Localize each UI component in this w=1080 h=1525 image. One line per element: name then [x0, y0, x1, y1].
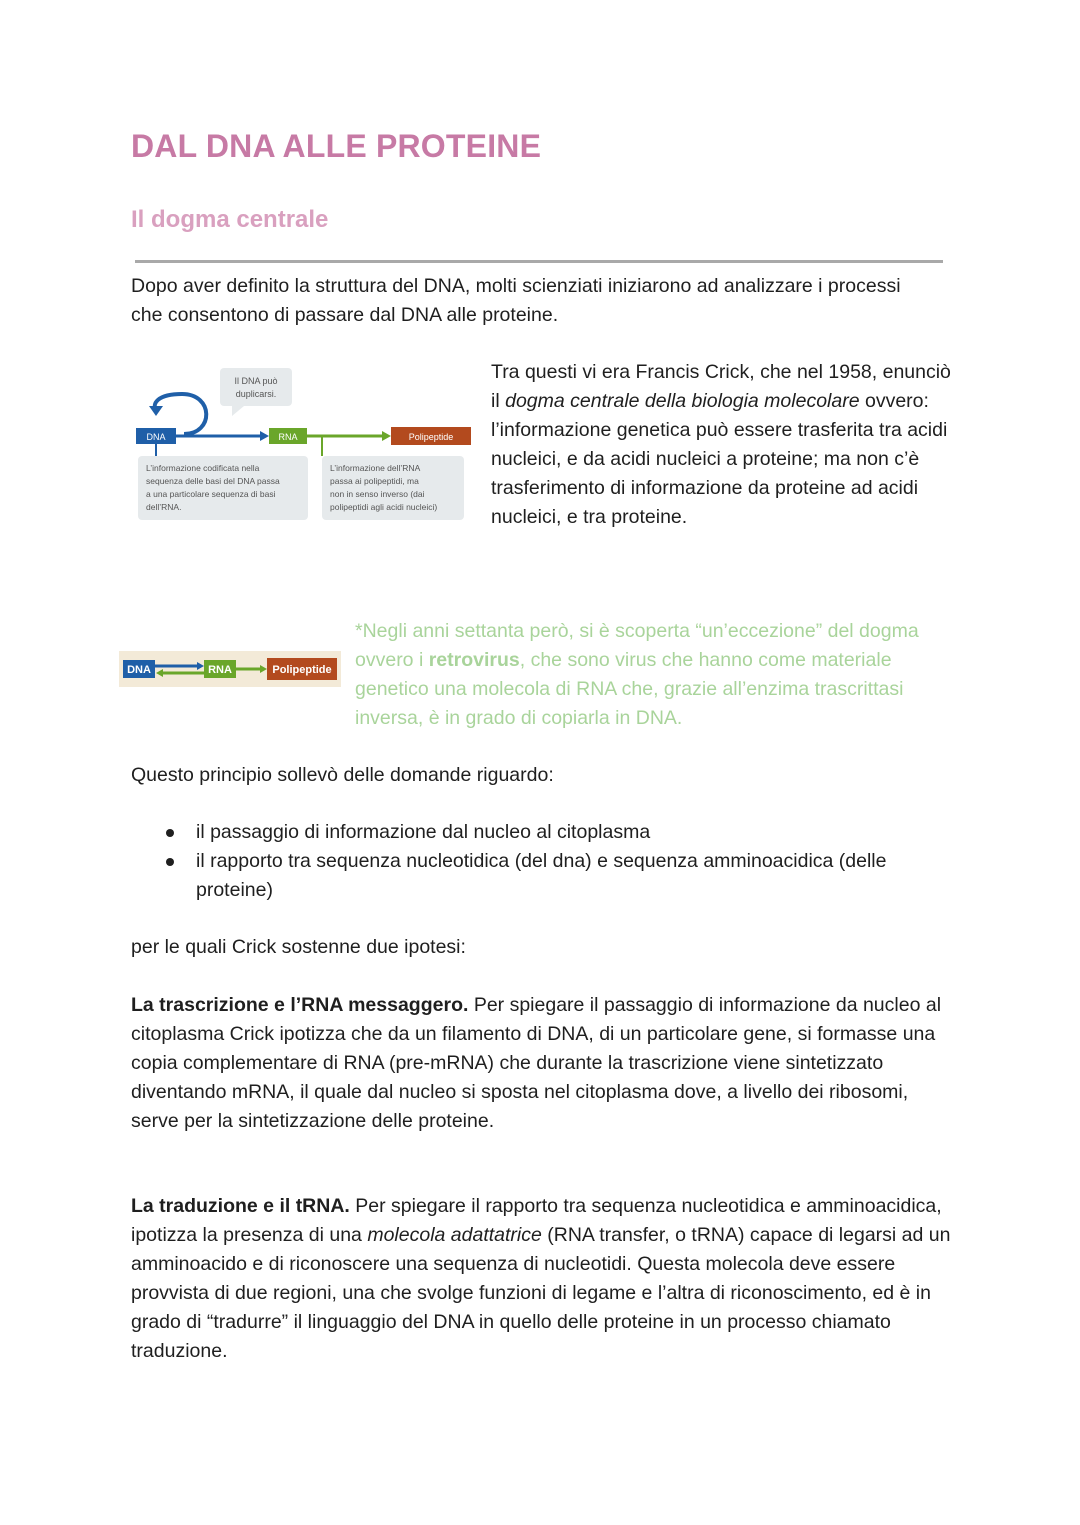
replication-bubble	[220, 368, 292, 416]
transcription-paragraph	[131, 991, 951, 1136]
note-text-2: , che sono virus che hanno come materiale genetico una molecola di RNA che, grazie all’enzima trascrittasi inversa, è in grado di copiarla in DNA.	[355, 649, 904, 729]
rna-label: RNA	[278, 432, 298, 442]
dna-label: DNA	[146, 432, 166, 442]
list-item-text: il rapporto tra sequenza nucleotidica (del dna) e sequenza amminoacidica (delle proteine)	[196, 850, 887, 901]
bubble-line-1: Il DNA può	[234, 376, 278, 386]
info2-line-1: L’informazione dell’RNA	[330, 463, 421, 473]
section-title: Il dogma centrale	[131, 206, 329, 233]
page-title: DAL DNA ALLE PROTEINE	[131, 128, 542, 164]
retrovirus-note	[355, 617, 955, 733]
polipeptide-label-2: Polipeptide	[272, 664, 332, 676]
dna-rna-info-box	[138, 456, 308, 520]
translation-text-1: Per spiegare il rapporto tra sequenza nucleotidica e amminoacidica, ipotizza la presenza di una	[131, 1195, 942, 1246]
info1-line-4: dell’RNA.	[146, 502, 182, 512]
dna-rna-arrowhead	[260, 431, 269, 441]
list-item	[160, 847, 940, 905]
info1-line-3: a una particolare sequenza di basi	[146, 489, 276, 499]
bubble-line-2: duplicarsi.	[235, 389, 277, 399]
polipeptide-label: Polipeptide	[408, 432, 454, 442]
rna-polipeptide-info-box	[322, 456, 464, 520]
adapter-molecule-italic: molecola adattatrice	[367, 1224, 542, 1246]
rna-polipeptide-arrowhead	[382, 431, 391, 441]
transcription-text: Per spiegare il passaggio di informazione da nucleo al citoplasma Crick ipotizza che da un filamento di DNA, di un particolare gene, si formasse una copia complementare di RNA (pre-mRNA) che durante la trascrizione viene sintetizzato diventando mRNA, il quale dal nucleo si sposta nel citoplasma dove, a livello dei ribosomi, serve per la sintetizzazione delle proteine.	[131, 994, 942, 1132]
crick-text-1: Tra questi vi era Francis Crick, che nel 1958, enunciò il	[491, 361, 951, 412]
crick-paragraph	[491, 358, 961, 532]
transcription-heading: La trascrizione e l’RNA messaggero.	[131, 994, 469, 1016]
questions-list	[160, 818, 940, 905]
section-divider	[135, 260, 943, 263]
info2-line-4: polipeptidi agli acidi nucleici)	[330, 502, 438, 512]
list-item-text: il passaggio di informazione dal nucleo al citoplasma	[196, 821, 651, 843]
translation-text-2: (RNA transfer, o tRNA) capace di legarsi ad un amminoacido e di riconoscere una sequenza di nucleotidi. Questa molecola deve essere provvista di due regioni, una che svolge funzioni di legame e l’altra di riconoscimento, ed è in grado di “tradurre” il linguaggio del DNA in quello delle proteine in un processo chiamato traduzione.	[131, 1224, 951, 1362]
questions-intro: Questo principio sollevò delle domande riguardo:	[131, 764, 554, 786]
info1-line-1: L’informazione codificata nella	[146, 463, 260, 473]
replication-arrowhead	[149, 406, 163, 416]
list-item	[160, 818, 940, 847]
translation-paragraph	[131, 1192, 951, 1366]
info2-line-2: passa ai polipeptidi, ma	[330, 476, 419, 486]
retrovirus-diagram	[119, 651, 341, 687]
info2-line-3: non in senso inverso (dai	[330, 489, 425, 499]
crick-dogma-italic: dogma centrale della biologia molecolare	[505, 390, 860, 412]
crick-text-2: ovvero: l’informazione genetica può essere trasferita tra acidi nucleici, e da acidi nucleici a proteine; ma non c’è trasferimento di informazione da proteine ad acidi nucleici, e tra proteine.	[491, 390, 948, 528]
translation-heading: La traduzione e il tRNA.	[131, 1195, 350, 1217]
rna-label-2: RNA	[208, 664, 232, 676]
bullet-icon	[166, 858, 174, 866]
dna-label-2: DNA	[127, 664, 151, 676]
bullet-icon	[166, 829, 174, 837]
intro-paragraph: Dopo aver definito la struttura del DNA, molti scienziati iniziarono ad analizzare i processi che consentono di passare dal DNA alle proteine.	[131, 275, 901, 326]
note-text-1: *Negli anni settanta però, si è scoperta “un’eccezione” del dogma ovvero i	[355, 620, 919, 671]
hypotheses-intro: per le quali Crick sostenne due ipotesi:	[131, 936, 466, 958]
note-retrovirus-bold: retrovirus	[428, 649, 520, 671]
central-dogma-diagram	[132, 364, 474, 524]
info1-line-2: sequenza delle basi del DNA passa	[146, 476, 280, 486]
